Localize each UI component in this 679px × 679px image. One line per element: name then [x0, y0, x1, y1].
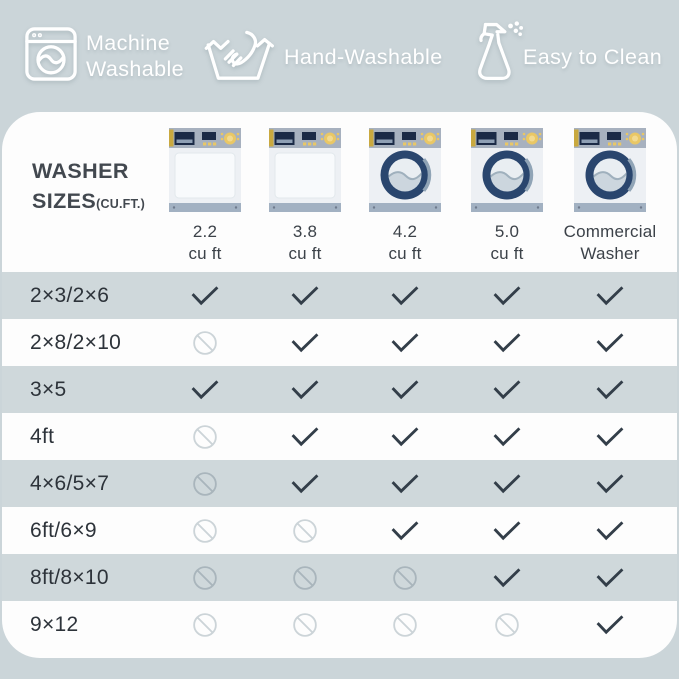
table-cell	[495, 612, 520, 637]
table-cell	[492, 426, 522, 447]
table-cell	[390, 520, 420, 541]
table-cell	[193, 424, 218, 449]
table-cell	[290, 285, 320, 306]
check-icon	[492, 379, 522, 400]
table-row	[2, 507, 677, 554]
size-table	[2, 272, 677, 648]
table-row	[2, 272, 677, 319]
table-cell	[193, 518, 218, 543]
washer-size-unit: cu ft	[188, 243, 222, 263]
table-cell	[393, 612, 418, 637]
not-allowed-icon	[193, 330, 218, 355]
feature-label-hand-washable: Hand-Washable	[284, 45, 443, 69]
rug-size-label: 8ft/8×10	[30, 565, 109, 589]
table-row	[2, 460, 677, 507]
table-cell	[390, 426, 420, 447]
check-icon	[190, 379, 220, 400]
check-icon	[390, 332, 420, 353]
table-cell	[595, 567, 625, 588]
table-cell	[390, 285, 420, 306]
table-cell	[190, 285, 220, 306]
table-cell	[293, 518, 318, 543]
table-cell	[293, 612, 318, 637]
check-icon	[390, 379, 420, 400]
not-allowed-icon	[193, 471, 218, 496]
table-cell	[190, 379, 220, 400]
washing-machine-icon	[24, 26, 78, 82]
not-allowed-icon	[393, 565, 418, 590]
table-cell	[290, 473, 320, 494]
not-allowed-icon	[293, 565, 318, 590]
washer-icon-front-load	[366, 126, 444, 214]
check-icon	[492, 567, 522, 588]
check-icon	[595, 426, 625, 447]
rug-size-label: 3×5	[30, 377, 67, 401]
table-cell	[595, 285, 625, 306]
washer-icon-top-load	[266, 126, 344, 214]
table-cell	[193, 612, 218, 637]
table-cell	[492, 379, 522, 400]
washer-size-value: 5.0	[494, 222, 520, 241]
table-row	[2, 413, 677, 460]
washer-icon-front-load	[571, 126, 649, 214]
check-icon	[390, 285, 420, 306]
check-icon	[492, 520, 522, 541]
check-icon	[595, 379, 625, 400]
washer-size-value: 2.2	[192, 222, 218, 241]
feature-label-machine-washable: Machine Washable	[86, 31, 185, 81]
check-icon	[290, 426, 320, 447]
table-cell	[293, 565, 318, 590]
table-cell	[492, 285, 522, 306]
check-icon	[595, 473, 625, 494]
hand-wash-icon	[203, 29, 279, 83]
table-cell	[492, 473, 522, 494]
table-cell	[193, 471, 218, 496]
table-cell	[492, 567, 522, 588]
washer-column-Commercial	[548, 126, 672, 264]
spray-bottle-icon	[474, 20, 524, 82]
table-row	[2, 601, 677, 648]
washer-size-unit: cu ft	[288, 243, 322, 263]
check-icon	[595, 567, 625, 588]
rug-size-label: 2×8/2×10	[30, 330, 122, 354]
table-cell	[390, 332, 420, 353]
table-cell	[492, 332, 522, 353]
rug-size-label: 4ft	[30, 424, 55, 448]
check-icon	[492, 285, 522, 306]
check-icon	[595, 520, 625, 541]
rug-size-label: 6ft/6×9	[30, 518, 97, 542]
table-cell	[290, 426, 320, 447]
washer-size-unit: cu ft	[388, 243, 422, 263]
not-allowed-icon	[495, 612, 520, 637]
not-allowed-icon	[293, 612, 318, 637]
not-allowed-icon	[293, 518, 318, 543]
feature-label-easy-to-clean: Easy to Clean	[523, 45, 663, 69]
table-cell	[390, 379, 420, 400]
check-icon	[390, 426, 420, 447]
not-allowed-icon	[193, 518, 218, 543]
check-icon	[190, 285, 220, 306]
rug-size-label: 4×6/5×7	[30, 471, 110, 495]
not-allowed-icon	[193, 612, 218, 637]
table-row	[2, 319, 677, 366]
check-icon	[290, 473, 320, 494]
check-icon	[595, 332, 625, 353]
washer-size-value: 4.2	[392, 222, 418, 241]
check-icon	[595, 285, 625, 306]
check-icon	[290, 285, 320, 306]
washer-icon-top-load	[166, 126, 244, 214]
check-icon	[595, 614, 625, 635]
table-cell	[595, 379, 625, 400]
check-icon	[290, 332, 320, 353]
table-cell	[193, 565, 218, 590]
washer-header	[2, 112, 677, 272]
table-cell	[595, 614, 625, 635]
rug-size-label: 2×3/2×6	[30, 283, 110, 307]
check-icon	[492, 332, 522, 353]
rug-size-label: 9×12	[30, 612, 79, 636]
table-row	[2, 366, 677, 413]
washer-icon-front-load	[468, 126, 546, 214]
washer-size-unit: cu ft	[490, 243, 524, 263]
table-title-suffix: (CU.FT.)	[96, 197, 145, 211]
washer-size-card	[2, 112, 677, 658]
washer-size-value: 3.8	[292, 222, 318, 241]
check-icon	[390, 520, 420, 541]
table-cell	[595, 332, 625, 353]
not-allowed-icon	[193, 565, 218, 590]
washer-size-value: Commercial	[563, 222, 657, 241]
washer-size-unit: Washer	[580, 243, 640, 263]
table-row	[2, 554, 677, 601]
washer-size-label	[548, 221, 672, 264]
table-cell	[393, 565, 418, 590]
table-cell	[595, 426, 625, 447]
table-cell	[193, 330, 218, 355]
table-title-text: WASHER SIZES	[32, 159, 129, 213]
table-cell	[290, 332, 320, 353]
table-cell	[390, 473, 420, 494]
table-cell	[492, 520, 522, 541]
table-cell	[595, 520, 625, 541]
table-cell	[290, 379, 320, 400]
table-cell	[595, 473, 625, 494]
not-allowed-icon	[393, 612, 418, 637]
check-icon	[492, 473, 522, 494]
not-allowed-icon	[193, 424, 218, 449]
check-icon	[492, 426, 522, 447]
check-icon	[290, 379, 320, 400]
check-icon	[390, 473, 420, 494]
